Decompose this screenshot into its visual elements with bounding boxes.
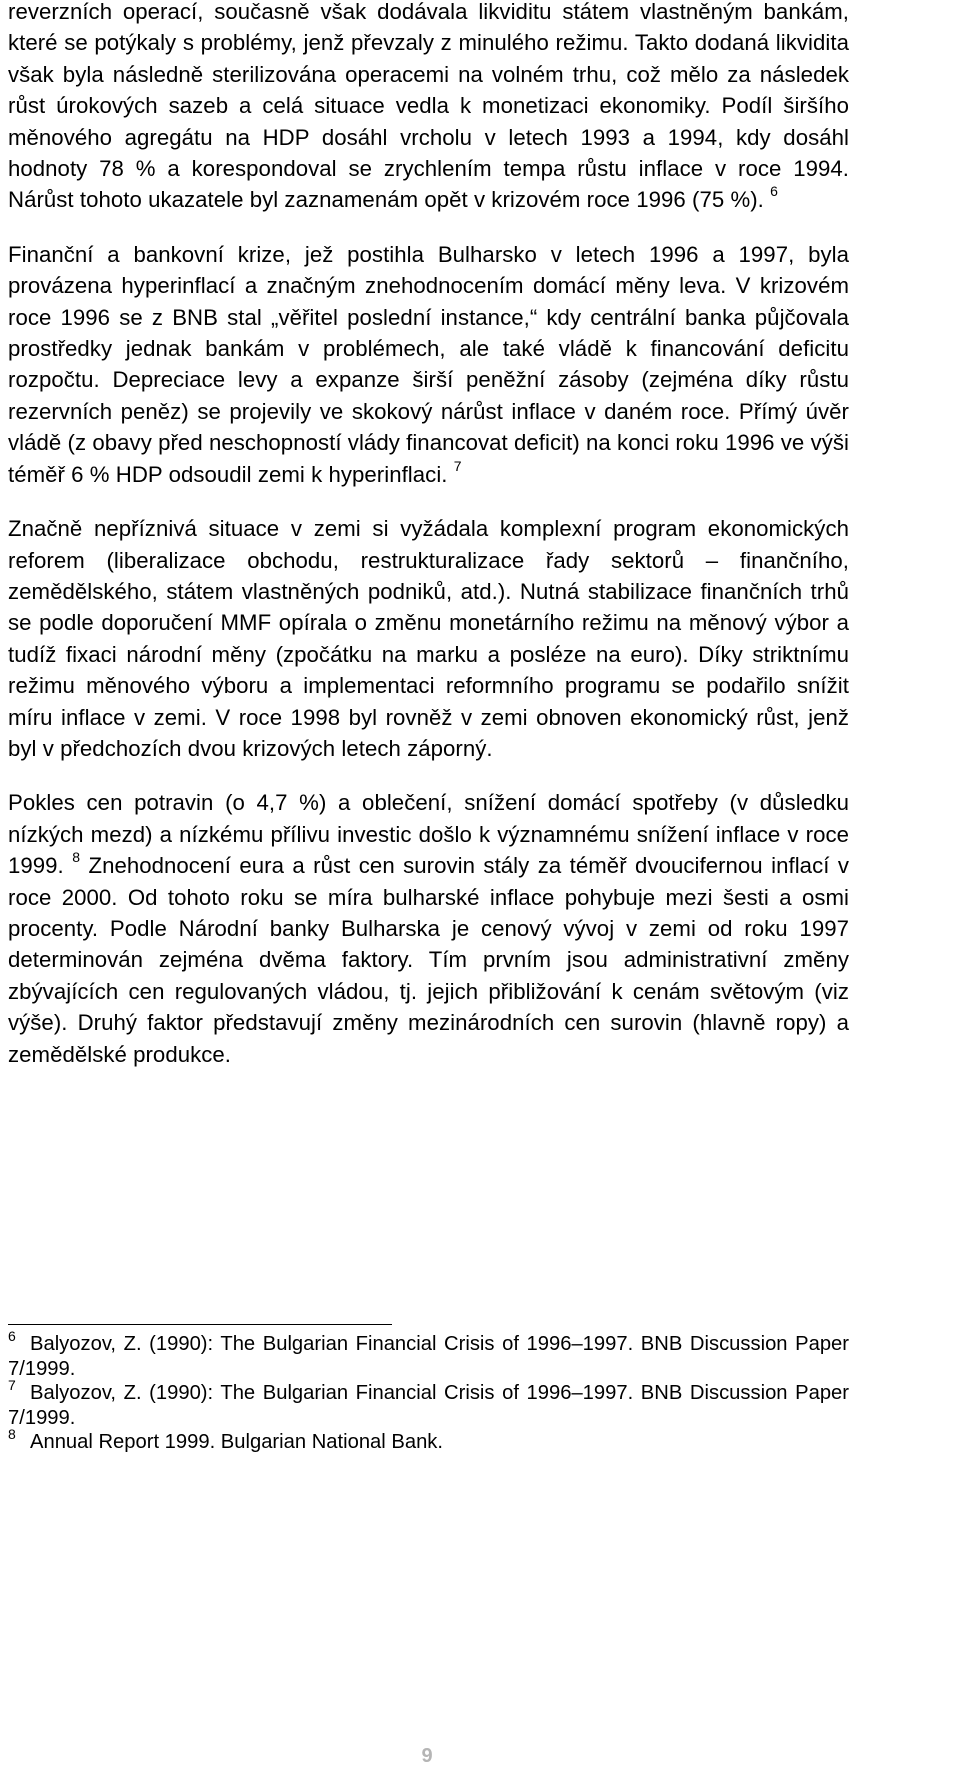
footnote-separator — [8, 1324, 392, 1325]
footnote-reference-8: 8 — [72, 849, 81, 866]
footnote-reference-6: 6 — [770, 183, 778, 200]
footnote-7: 7 Balyozov, Z. (1990): The Bulgarian Financial Crisis of 1996–1997. BNB Discussion Paper 7/1999. — [8, 1377, 849, 1429]
footnote-reference-7: 7 — [453, 457, 462, 474]
paragraph-text-continued: Znehodnocení eura a růst cen surovin stály za téměř dvoucifernou inflací v roce 2000. Od tohoto roku se míra bulharské inflace pohybuje mezi šesti a osmi procenty. Podle Národní banky Bulharska je cenový vývoj v zemi od roku 1997 determinován zejména dvěma faktory. Tím prvním jsou administrativní změny zbývajících cen regulovaných vládou, tj. jejich přibližování k cenám světovým (viz výše). Druhý faktor představují změny mezinárodních cen surovin (hlavně ropy) a zemědělské produkce. — [8, 853, 849, 1067]
footnotes — [8, 1328, 849, 1455]
footnote-6: 6 Balyozov, Z. (1990): The Bulgarian Financial Crisis of 1996–1997. BNB Discussion Paper 7/1999. — [8, 1328, 849, 1380]
paragraph-2 — [8, 239, 849, 490]
footnote-8: 8 Annual Report 1999. Bulgarian National Bank. — [8, 1426, 443, 1454]
footnote-text: Annual Report 1999. Bulgarian National Bank. — [30, 1431, 443, 1454]
body-text — [8, 0, 849, 1070]
paragraph-text: Finanční a bankovní krize, jež postihla Bulharsko v letech 1996 a 1997, byla provázena hyperinflací a značným znehodnocením domácí měny leva. V krizovém roce 1996 se z BNB stal „věřitel poslední instance,“ kdy centrální banka půjčovala prostředky jednak bankám v problémech, ale také vládě k financování deficitu rozpočtu. Depreciace levy a expanze širší peněžní zásoby (zejména díky růstu rezervních peněz) se projevily ve skokový nárůst inflace v daném roce. Přímý úvěr vládě (z obavy před neschopností vlády financovat deficit) na konci roku 1996 ve výši téměř 6 % HDP odsoudil zemi k hyperinflaci. — [8, 241, 849, 487]
page-number: 9 — [421, 1745, 433, 1767]
paragraph-text: reverzních operací, současně však dodávala likviditu státem vlastněným bankám, které se potýkaly s problémy, jenž převzaly z minulého režimu. Takto dodaná likvidita však byla následně sterilizována operacemi na volném trhu, což mělo za následek růst úrokových sazeb a celá situace vedla k monetizaci ekonomiky. Podíl širšího měnového agregátu na HDP dosáhl vrcholu v letech 1993 a 1994, kdy dosáhl hodnoty 78 % a korespondoval se zrychlením tempa růstu inflace v roce 1994. Nárůst tohoto ukazatele byl zaznamenám opět v krizovém roce 1996 (75 %). — [8, 0, 849, 213]
paragraph-text: Pokles cen potravin (o 4,7 %) a oblečení, snížení domácí spotřeby (v důsledku nízkých mezd) a nízkému přílivu investic došlo k významnému snížení inflace v roce 1999. — [8, 790, 849, 879]
paragraph-text: Značně nepříznivá situace v zemi si vyžádala komplexní program ekonomických reforem (liberalizace obchodu, restrukturalizace řady sektorů – finančního, zemědělského, státem vlastněných podniků, atd.). Nutná stabilizace finančních trhů se podle doporučení MMF opírala o změnu monetárního režimu na měnový výbor a tudíž fixaci národní měny (zpočátku na marku a posléze na euro). Díky striktnímu režimu měnového výboru a implementaci reformního programu se podařilo snížit míru inflace v zemi. V roce 1998 byl rovněž v zemi obnoven ekonomický růst, jenž byl v předchozích dvou krizových letech záporný. — [8, 516, 849, 761]
paragraph-3 — [8, 513, 849, 764]
paragraph-1 — [8, 0, 849, 216]
footnote-text: Balyozov, Z. (1990): The Bulgarian Financial Crisis of 1996–1997. BNB Discussion Paper 7/1999. — [8, 1333, 849, 1380]
footnote-text: Balyozov, Z. (1990): The Bulgarian Financial Crisis of 1996–1997. BNB Discussion Paper 7/1999. — [8, 1382, 849, 1429]
paragraph-4 — [8, 787, 849, 1070]
